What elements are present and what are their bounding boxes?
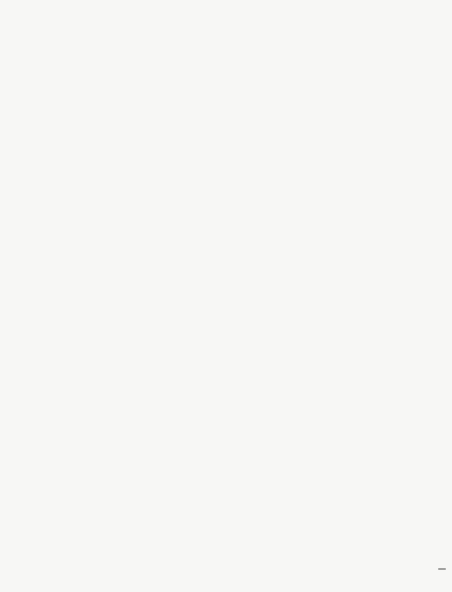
- watermark: [438, 568, 446, 570]
